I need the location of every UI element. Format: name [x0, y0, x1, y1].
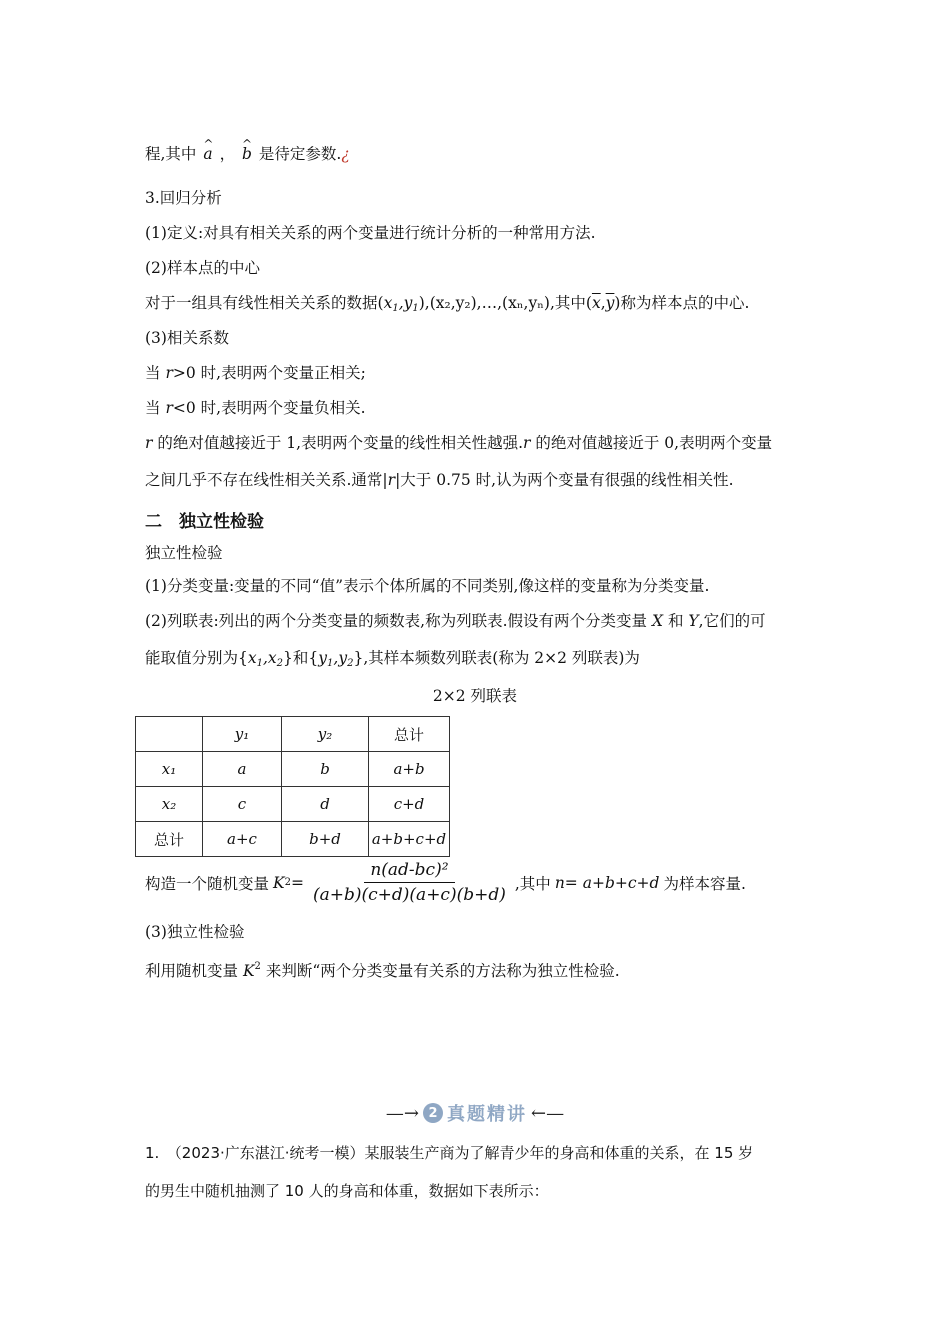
text: 利用随机变量: [145, 962, 239, 980]
text: |大于 0.75 时,认为两个变量有很强的线性相关性.: [395, 471, 734, 489]
table-row: [136, 822, 450, 857]
k-symbol: K: [273, 873, 285, 892]
a-hat: ^ a: [201, 144, 214, 164]
subsection-center: (2)样本点的中心: [145, 259, 260, 277]
r-symbol: r: [523, 434, 531, 452]
banner-title: 真题精讲: [447, 1104, 527, 1125]
text: 之间几乎不存在线性相关关系.通常|: [145, 471, 388, 489]
table-cell: a+b+c+d: [369, 822, 450, 857]
contingency-def-1: [145, 611, 766, 631]
table-row: [136, 787, 450, 822]
table-cell: d: [282, 787, 369, 822]
text: ,其中: [514, 874, 551, 893]
text: }和{: [283, 649, 319, 667]
fraction: [307, 860, 512, 905]
text: 是待定参数.: [258, 145, 342, 163]
header-cell: [136, 717, 203, 752]
text-line-params: [145, 144, 350, 164]
text: )称为样本点的中心.: [614, 294, 750, 312]
stray-mark: ¿: [341, 145, 350, 163]
table-cell: x₂: [136, 787, 203, 822]
header-cell: y₂: [282, 717, 369, 752]
r-symbol: r: [387, 471, 396, 489]
k-squared-formula: 构造一个随机变量 K 2 = $\frac{\text{n(ad-bc)²}}{(a+b)(c+d)(a+c)(b+d)}$ ,其中 n= a+b+c+d 为样本容量.: [145, 860, 746, 905]
table-cell: b+d: [282, 822, 369, 857]
subsection-correlation: (3)相关系数: [145, 329, 229, 347]
text: 能取值分别为{: [145, 649, 248, 667]
table-cell: a: [203, 752, 282, 787]
denominator: (a+b)(c+d)(a+c)(b+d): [312, 885, 506, 905]
text: 构造一个随机变量: [145, 874, 270, 893]
right-arrow-icon: ←—: [531, 1102, 565, 1124]
question-line-2: 的男生中随机抽测了 10 人的身高和体重，数据如下表所示：: [145, 1182, 549, 1200]
text: 的绝对值越接近于 1,表明两个变量的线性相关性越强.: [157, 434, 524, 452]
var-x: X: [651, 612, 664, 630]
table-cell: 总计: [136, 822, 203, 857]
section-title-regression: 3.回归分析: [145, 189, 222, 207]
text: ),(x₂,y₂),…,(xₙ,yₙ),其中(: [418, 294, 592, 312]
text: 程,其中: [145, 145, 197, 163]
section-heading-independence: 二 独立性检验: [145, 512, 264, 532]
header-cell: y₁: [203, 717, 282, 752]
table-cell: a+c: [203, 822, 282, 857]
text: ，: [219, 145, 236, 163]
independence-test-title: (3)独立性检验: [145, 923, 245, 941]
text: 当: [145, 399, 161, 417]
categorical-def: (1)分类变量:变量的不同“值”表示个体所属的不同类别,像这样的变量称为分类变量.: [145, 577, 710, 595]
table-cell: c: [203, 787, 282, 822]
independence-test-def: 利用随机变量 $K^2$ 来判断“两个分类变量有关系的方法称为独立性检验.: [145, 961, 620, 980]
table-cell: c+d: [369, 787, 450, 822]
k-symbol: K: [242, 962, 255, 980]
text: 来判断“两个分类变量有关系的方法称为独立性检验.: [265, 962, 620, 980]
text: 当: [145, 364, 161, 382]
positive-correlation-line: [145, 363, 366, 383]
table-caption: 2×2 列联表: [432, 687, 518, 705]
section-number-badge: 2: [423, 1103, 443, 1123]
section-banner: [0, 1100, 950, 1126]
question-line-1: 1. （2023·广东湛江·统考一模）某服装生产商为了解青少年的身高和体重的关系，在 15 岁: [145, 1144, 754, 1162]
contingency-table: [135, 716, 450, 857]
r-symbol: r: [165, 364, 173, 382]
r-symbol: r: [165, 399, 173, 417]
text: <0 时,表明两个变量负相关.: [172, 399, 366, 417]
sample-size-expr: n= a+b+c+d: [554, 873, 660, 892]
independence-title: 独立性检验: [145, 544, 223, 562]
x-values: $x_1,x_2$: [247, 649, 284, 669]
x-bar: $\overline{x}$: [591, 294, 601, 312]
text: 的绝对值越接近于 0,表明两个变量: [535, 434, 773, 452]
table-row: [136, 752, 450, 787]
b-hat: ^ b: [240, 144, 254, 164]
definition-line: (1)定义:对具有相关关系的两个变量进行统计分析的一种常用方法.: [145, 224, 596, 242]
text: 对于一组具有线性相关关系的数据(: [145, 294, 384, 312]
left-arrow-icon: —→: [385, 1102, 419, 1124]
var-y: Y: [688, 612, 699, 630]
y-bar: $\overline{y}$: [605, 294, 615, 312]
center-line: 对于一组具有线性相关关系的数据$(x_1,y_1),(x_2,y_2),\dots,(x_n,y_n)$,其中$(\overline{x},\overline{y})$称为样本点的中心.: [145, 294, 750, 314]
numerator: n(ad-bc)²: [364, 860, 454, 883]
table-cell: a+b: [369, 752, 450, 787]
abs-r-line-1: [145, 433, 772, 453]
header-cell: 总计: [369, 717, 450, 752]
text: 为样本容量.: [663, 874, 746, 893]
text: 和: [667, 612, 684, 630]
table-header-row: [136, 717, 450, 752]
text: =: [290, 873, 304, 892]
text: (2)列联表:列出的两个分类变量的频数表,称为列联表.假设有两个分类变量: [145, 612, 648, 630]
table-cell: b: [282, 752, 369, 787]
text: ,它们的可: [698, 612, 766, 630]
r-symbol: r: [145, 434, 153, 452]
table-cell: x₁: [136, 752, 203, 787]
x1y1: $x_1,y_1$: [383, 294, 419, 314]
text: },其样本频数列联表(称为 2×2 列联表)为: [353, 649, 640, 667]
y-values: $y_1,y_2$: [318, 649, 354, 669]
text: >0 时,表明两个变量正相关;: [172, 364, 366, 382]
abs-r-line-2: [145, 470, 734, 490]
negative-correlation-line: [145, 398, 366, 418]
contingency-def-2: [145, 648, 640, 674]
